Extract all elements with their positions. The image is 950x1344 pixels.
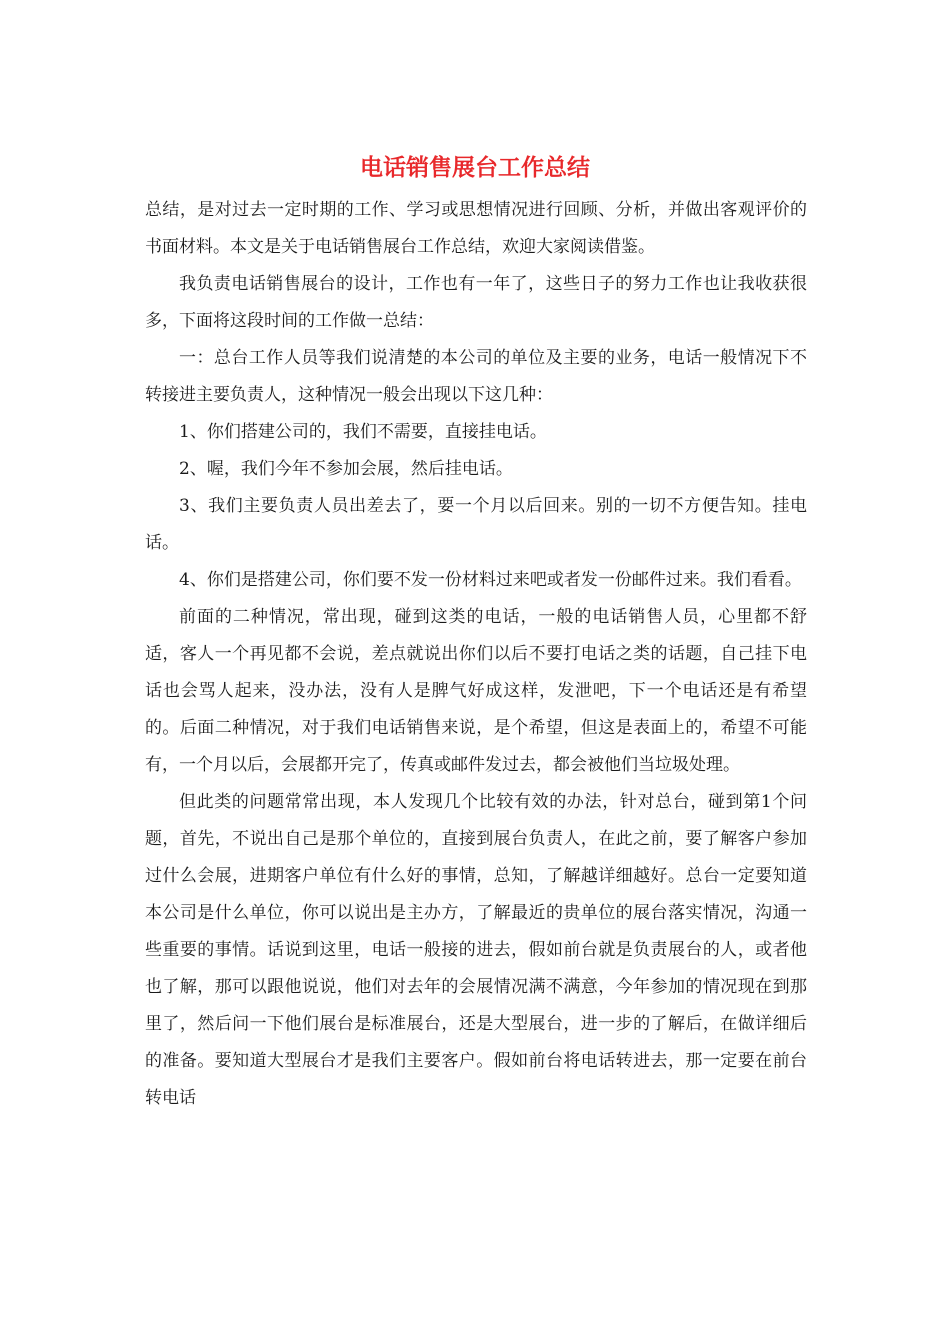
list-item-paragraph: 4、你们是搭建公司，你们要不发一份材料过来吧或者发一份邮件过来。我们看看。 xyxy=(179,570,802,590)
body-paragraph: 我负责电话销售展台的设计，工作也有一年了，这些日子的努力工作也让我收获很多，下面将这段时间的工作做一总结： xyxy=(145,274,807,331)
list-item-paragraph: 2、喔，我们今年不参加会展，然后挂电话。 xyxy=(179,459,513,479)
list-item-paragraph: 1、你们搭建公司的，我们不需要，直接挂电话。 xyxy=(179,422,547,442)
document-title: 电话销售展台工作总结 xyxy=(360,154,590,181)
document-body xyxy=(145,192,807,1117)
list-item-paragraph: 3、我们主要负责人员出差去了，要一个月以后回来。别的一切不方便告知。挂电话。 xyxy=(145,496,807,553)
body-paragraph: 前面的二种情况，常出现，碰到这类的电话，一般的电话销售人员，心里都不舒适，客人一个再见都不会说，差点就说出你们以后不要打电话之类的话题，自己挂下电话也会骂人起来，没办法，没有人是脾气好成这样，发泄吧，下一个电话还是有希望的。后面二种情况，对于我们电话销售来说，是个希望，但这是表面上的，希望不可能有，一个月以后，会展都开完了，传真或邮件发过去，都会被他们当垃圾处理。 xyxy=(145,607,807,775)
intro-paragraph: 总结，是对过去一定时期的工作、学习或思想情况进行回顾、分析，并做出客观评价的书面材料。本文是关于电话销售展台工作总结，欢迎大家阅读借鉴。 xyxy=(145,200,807,257)
body-paragraph: 但此类的问题常常出现，本人发现几个比较有效的办法，针对总台，碰到第1个问题，首先，不说出自己是那个单位的，直接到展台负责人，在此之前，要了解客户参加过什么会展，进期客户单位有什么好的事情，总知，了解越详细越好。总台一定要知道本公司是什么单位，你可以说出是主办方，了解最近的贵单位的展台落实情况，沟通一些重要的事情。话说到这里，电话一般接的进去，假如前台就是负责展台的人，或者他也了解，那可以跟他说说，他们对去年的会展情况满不满意，今年参加的情况现在到那里了，然后问一下他们展台是标准展台，还是大型展台，进一步的了解后，在做详细后的准备。要知道大型展台才是我们主要客户。假如前台将电话转进去，那一定要在前台转电话 xyxy=(145,792,807,1108)
body-paragraph: 一：总台工作人员等我们说清楚的本公司的单位及主要的业务，电话一般情况下不转接进主要负责人，这种情况一般会出现以下这几种： xyxy=(145,348,807,405)
